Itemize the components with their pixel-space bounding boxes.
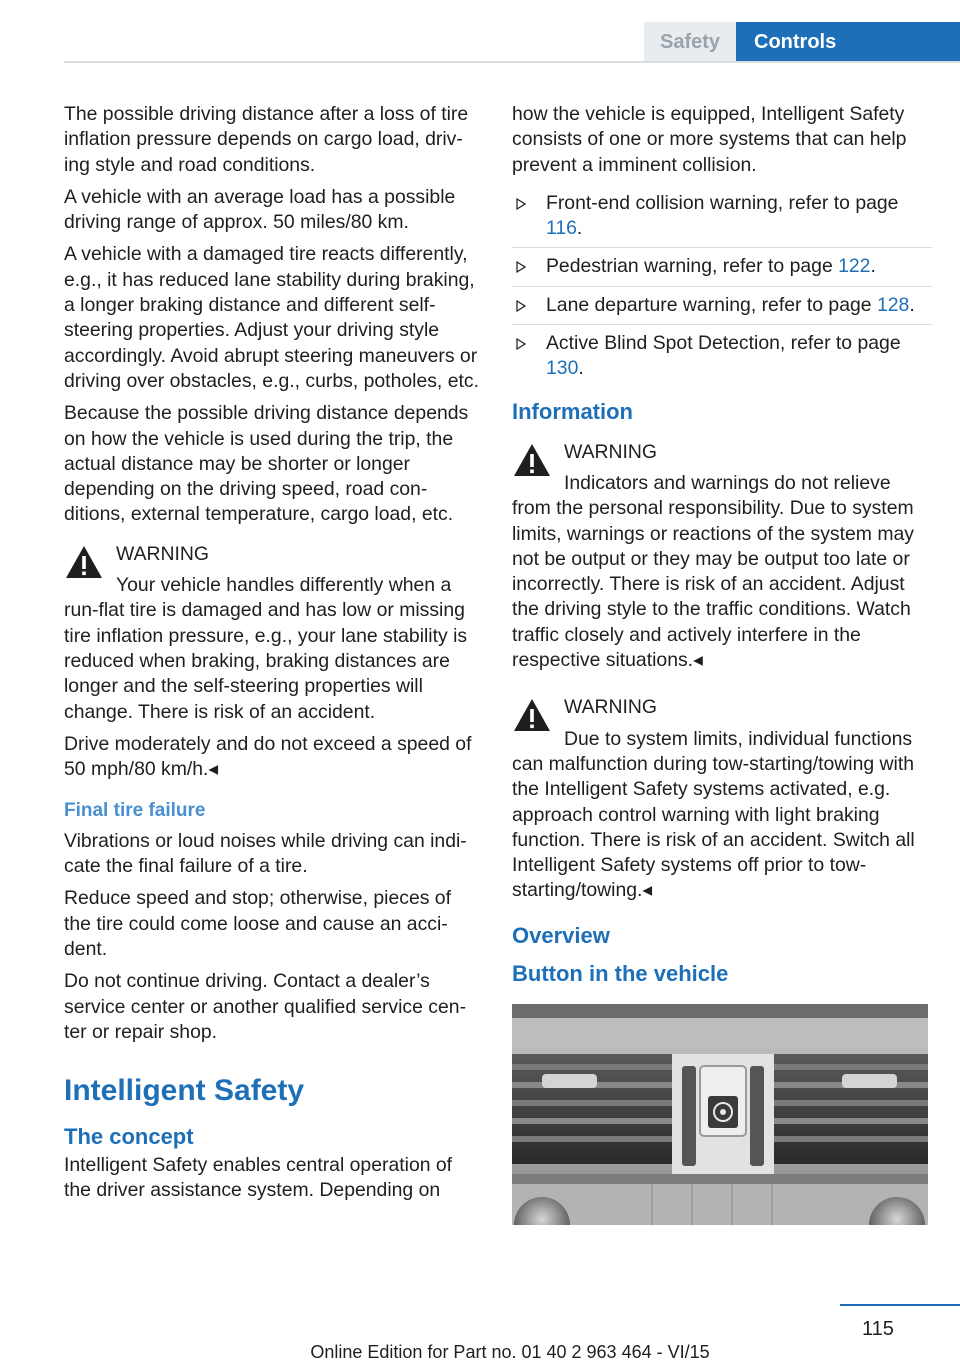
- page-header: [0, 0, 960, 60]
- warning-text: from the personal responsibility. Due to system limits, warnings or reactions of the system may not be output or they may be output too late or incorrectly. There is risk of an accident. Adjust the driving style to the traffic conditions. Watch traffic closely and actively interfere in the respective situations.◂: [512, 497, 914, 672]
- page-link[interactable]: 130: [546, 357, 579, 380]
- warning-block: [512, 440, 932, 674]
- list-item-text: Active Blind Spot Detection, refer to page: [546, 332, 901, 355]
- warning-title: WARNING: [116, 542, 209, 565]
- subheading-final-tire-failure: Final tire failure: [64, 800, 206, 822]
- paragraph: A vehicle with a damaged tire reacts differently, e.g., it has reduced lane stability during braking, a longer braking distance and different self-steering properties. Adjust your driving style accordingly. Avoid abrupt steering maneuvers or driving over obstacles, e.g., curbs, potholes, etc.: [64, 243, 479, 392]
- paragraph: The possible driving distance after a loss of tire inflation pressure depends on cargo load, driving style and road conditions.: [64, 103, 469, 176]
- list-item: [512, 325, 932, 388]
- dashboard-button-photo: [512, 1004, 928, 1225]
- triangle-bullet-icon: [516, 338, 526, 350]
- page-number: 115: [862, 1318, 894, 1340]
- warning-text-first-line: Indicators and warnings do not relieve: [564, 471, 891, 494]
- list-item-end: .: [870, 255, 876, 278]
- footer-divider: [840, 1304, 960, 1306]
- warning-icon: [512, 442, 552, 478]
- page-link[interactable]: 128: [876, 293, 910, 316]
- warning-block: [512, 695, 932, 903]
- warning-icon: [512, 697, 552, 733]
- list-item-text: Front-end collision warning, refer to page: [546, 191, 899, 214]
- warning-title: WARNING: [564, 696, 657, 719]
- paragraph: Because the possible driving distance depends on how the vehicle is used during the trip, the actual distance may be shorter or longer depending on the driving speed, road conditions, external temperature, cargo load, etc.: [64, 402, 469, 526]
- triangle-bullet-icon: [516, 198, 526, 210]
- left-column: [64, 102, 482, 1211]
- warning-title: WARNING: [564, 440, 657, 463]
- section-heading-concept: The concept: [64, 1124, 194, 1150]
- chapter-tab[interactable]: Controls: [736, 22, 960, 62]
- list-item-text: Pedestrian warning, refer to page: [546, 255, 839, 278]
- warning-followup: Drive moderately and do not exceed a speed of 50 mph/80 km/h.◂: [64, 732, 472, 781]
- triangle-bullet-icon: [516, 300, 526, 312]
- system-list: [512, 185, 932, 388]
- warning-block: [64, 542, 482, 783]
- warning-icon: [64, 544, 104, 580]
- chapter-heading: Intelligent Safety: [64, 1074, 305, 1108]
- paragraph: Do not continue driving. Contact a dealer’s service center or another qualified service center or repair shop.: [64, 970, 467, 1043]
- page-link[interactable]: 122: [838, 255, 871, 278]
- subsection-heading-button: Button in the vehicle: [512, 960, 729, 986]
- section-tab[interactable]: Safety: [644, 22, 736, 62]
- page-link[interactable]: 116: [546, 217, 577, 240]
- list-item: [512, 287, 932, 325]
- edition-footer: Online Edition for Part no. 01 40 2 963 464 - VI/15: [310, 1342, 710, 1362]
- paragraph: Intelligent Safety enables central operation of the driver assistance system. Depending on: [64, 1154, 453, 1202]
- warning-text-first-line: Due to system limits, individual functions: [564, 727, 913, 750]
- list-item-end: .: [578, 357, 584, 380]
- list-item: [512, 185, 932, 249]
- list-item: [512, 248, 932, 286]
- list-item-end: .: [909, 293, 915, 316]
- header-divider: [64, 61, 960, 63]
- right-column: [512, 102, 932, 1232]
- warning-text: run-flat tire is damaged and has low or missing tire inflation pressure, e.g., your lane stability is reduced when braking, braking distances are longer and the self-steering properties will change. There is risk of an accident.: [64, 599, 468, 723]
- list-item-text: Lane departure warning, refer to page: [546, 293, 877, 316]
- list-item-end: .: [576, 217, 583, 240]
- paragraph: Reduce speed and stop; otherwise, pieces of the tire could come loose and cause an accident.: [64, 887, 451, 960]
- section-heading-overview: Overview: [512, 922, 610, 948]
- section-heading-information: Information: [512, 398, 633, 424]
- paragraph: Vibrations or loud noises while driving can indicate the final failure of a tire.: [64, 829, 467, 878]
- paragraph: A vehicle with an average load has a possible driving range of approx. 50 miles/80 km.: [64, 185, 456, 234]
- warning-text-first-line: Your vehicle handles differently when a: [116, 574, 452, 597]
- triangle-bullet-icon: [516, 261, 526, 273]
- paragraph: how the vehicle is equipped, Intelligent Safety consists of one or more systems that can help prevent a imminent collision.: [512, 103, 907, 176]
- warning-text: can malfunction during tow-starting/towing with the Intelligent Safety systems activated, e.g. approach control warning with light braking function. There is risk of an accident. Switch all Intelligent Safety systems off prior to tow-starting/towing.◂: [512, 752, 915, 902]
